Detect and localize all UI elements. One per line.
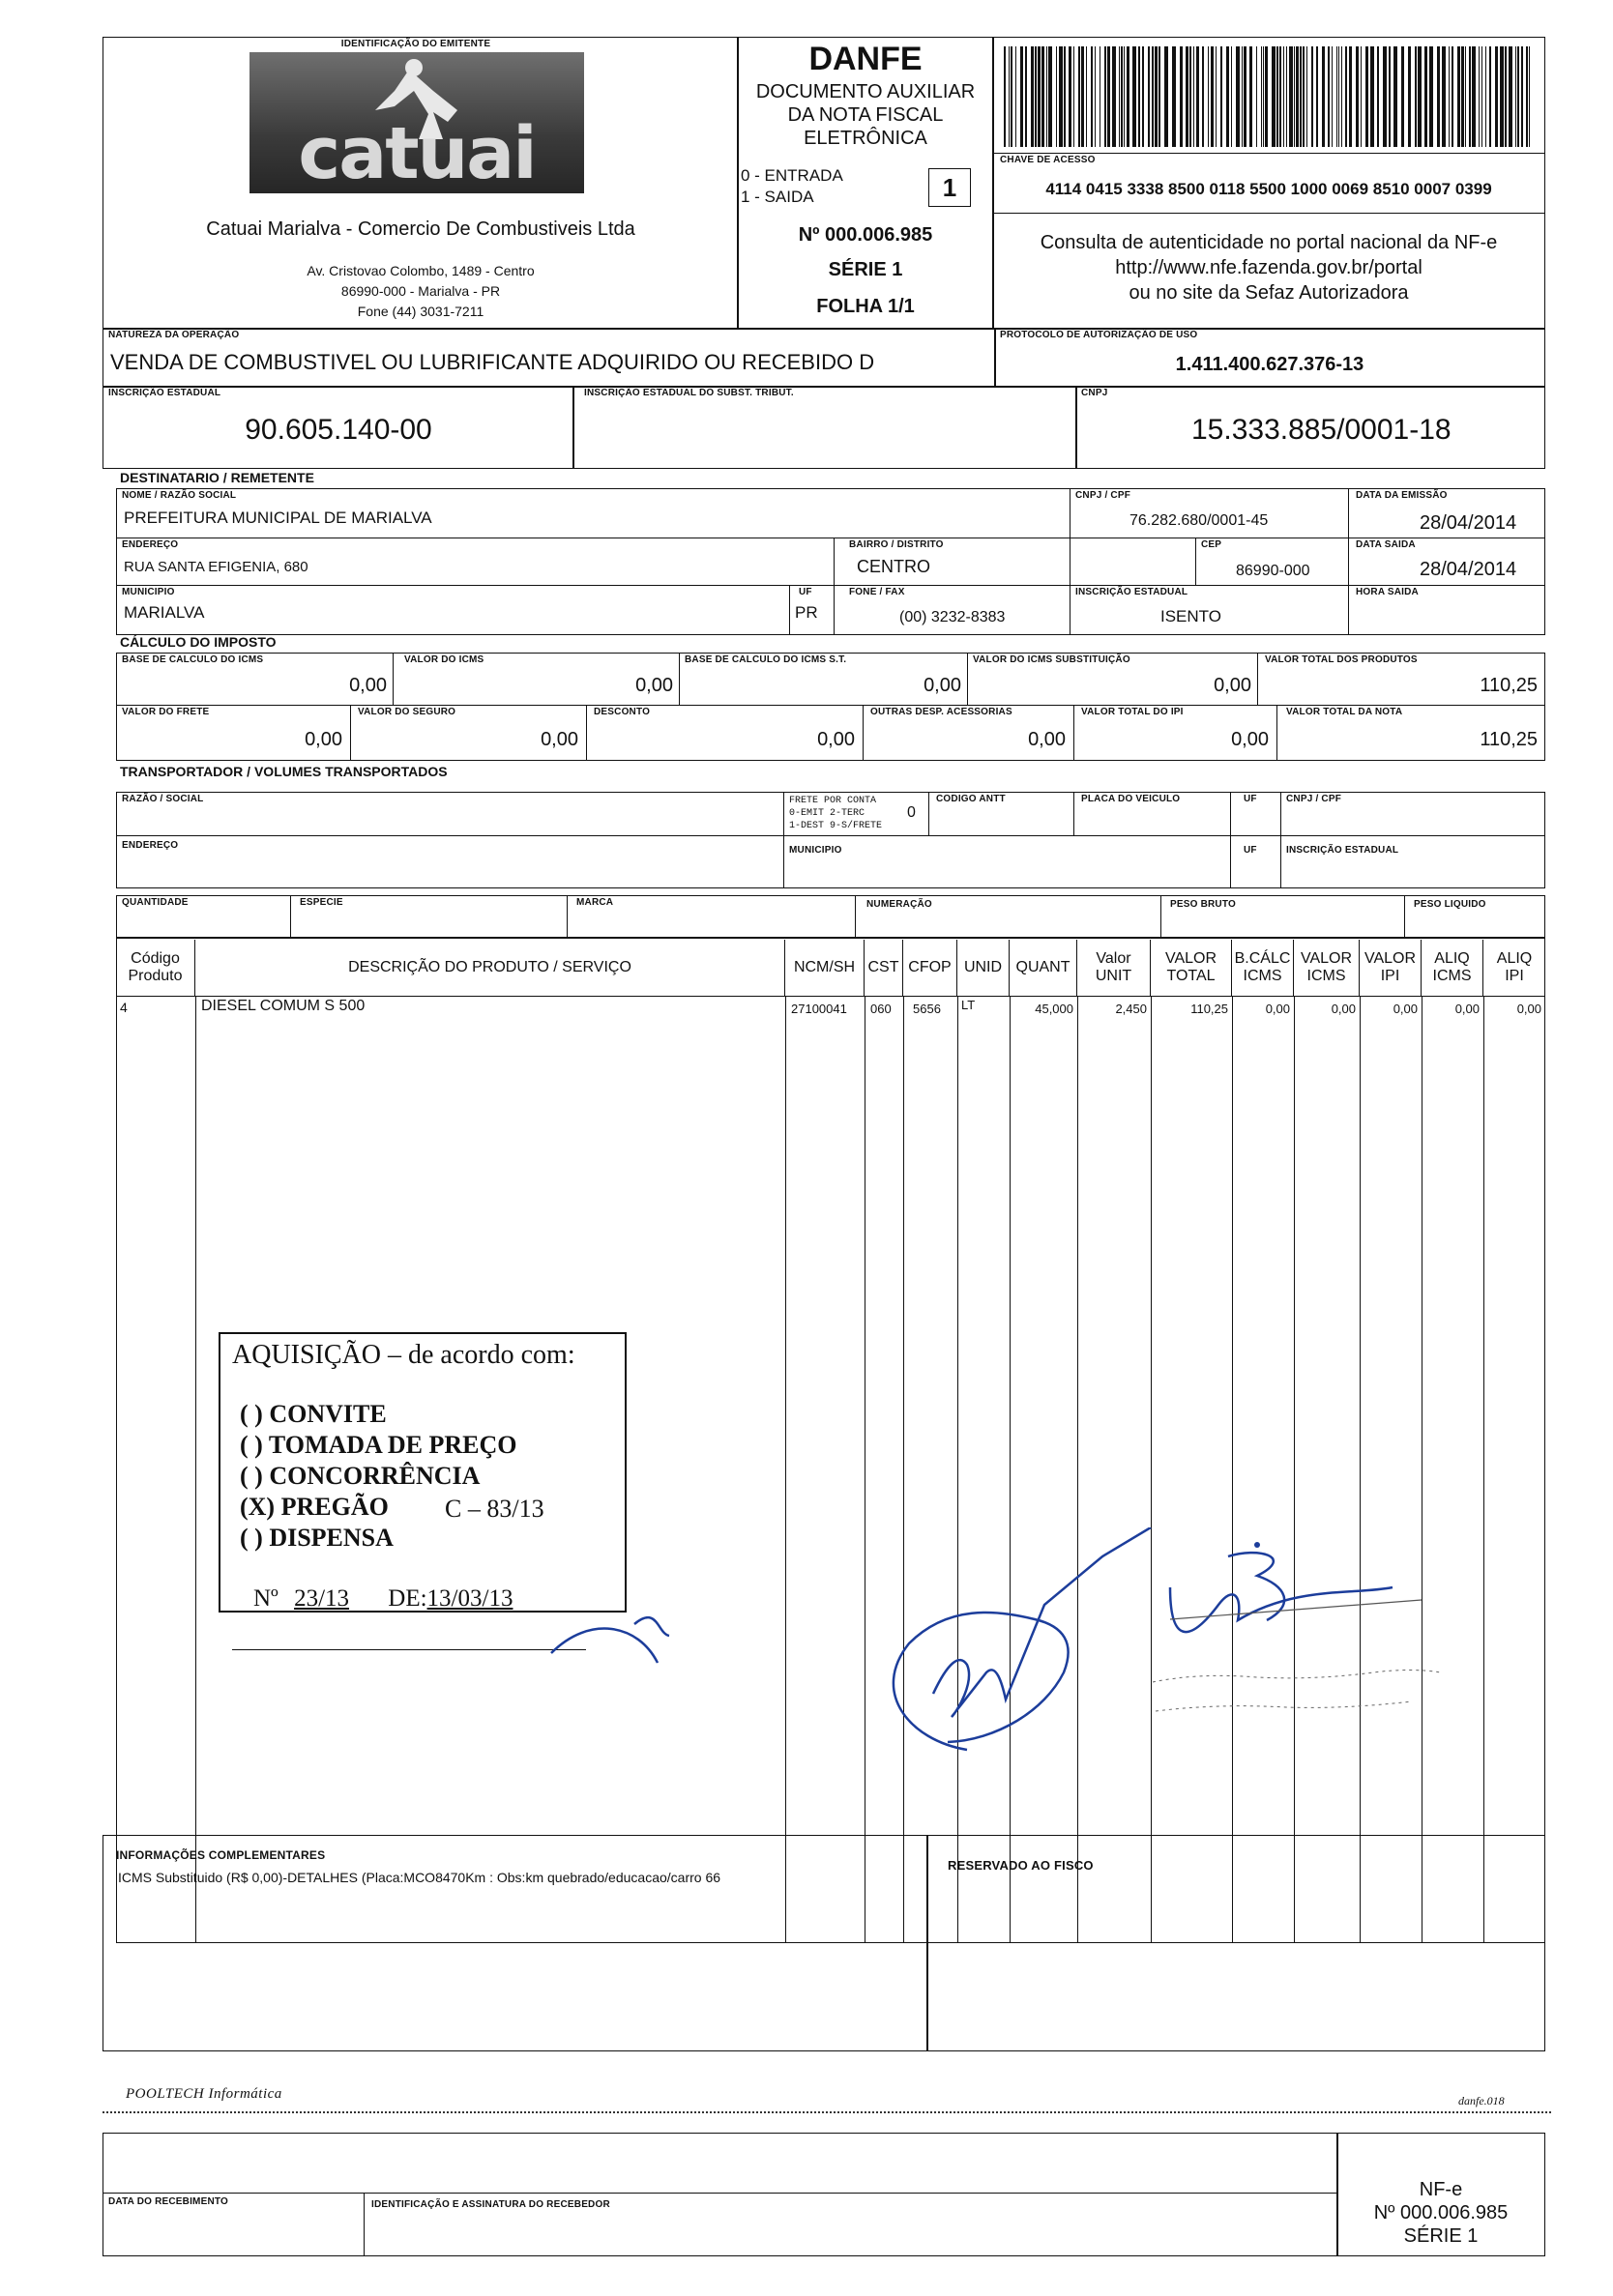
imp-base-icms-label: BASE DE CALCULO DO ICMS [122, 654, 264, 665]
trans-municipio-label: MUNICIPIO [789, 845, 842, 856]
col-aliq-icms: ALIQ ICMS [1422, 940, 1483, 996]
imp-frete-label: VALOR DO FRETE [122, 707, 210, 717]
cnpj-value: 15.333.885/0001-18 [1191, 414, 1452, 446]
imp-total-nota: 110,25 [1480, 729, 1538, 750]
chave-label: CHAVE DE ACESSO [1000, 155, 1096, 165]
imp-outras: 0,00 [1028, 729, 1066, 750]
col-valor-icms: VALOR ICMS [1294, 940, 1360, 996]
row-aliq-ipi: 0,00 [1516, 1002, 1541, 1016]
row-quant: 45,000 [1035, 1002, 1073, 1016]
emitente-header-label: IDENTIFICAÇÃO DO EMITENTE [340, 39, 491, 49]
trans-frete-2: 0-EMIT 2-TERC [789, 808, 865, 819]
footer-nfe: NF-e [1419, 2179, 1463, 2200]
stamp-numero-prefix: Nº [253, 1585, 279, 1612]
protocolo-value: 1.411.400.627.376-13 [1175, 354, 1364, 375]
row-ncm: 27100041 [791, 1002, 847, 1016]
dest-cep-label: CEP [1201, 539, 1222, 550]
col-ncm: NCM/SH [785, 940, 865, 996]
col-descricao: DESCRIÇÃO DO PRODUTO / SERVIÇO [195, 940, 785, 996]
chave-value: 4114 0415 3338 8500 0118 5500 1000 0069 8510 0007 0399 [1045, 180, 1492, 198]
dest-endereco-label: ENDEREÇO [122, 539, 179, 550]
danfe-folha: FOLHA 1/1 [816, 296, 915, 317]
vol-qtd-label: QUANTIDADE [122, 897, 189, 908]
dest-bairro-label: BAIRRO / DISTRITO [849, 539, 944, 550]
imp-base-st-label: BASE DE CALCULO DO ICMS S.T. [685, 654, 847, 665]
transportador-box [116, 792, 1545, 888]
stamp-convite: ( ) CONVITE [240, 1400, 387, 1428]
cnpj-label: CNPJ [1081, 388, 1108, 398]
danfe-tipo-box: 1 [928, 168, 971, 207]
danfe-entrada: 0 - ENTRADA [741, 166, 843, 185]
dest-bairro: CENTRO [857, 557, 930, 576]
imp-outras-label: OUTRAS DESP. ACESSORIAS [870, 707, 1012, 717]
recebimento-box [103, 2133, 1338, 2256]
vol-especie-label: ESPECIE [300, 897, 343, 908]
imp-frete: 0,00 [305, 729, 342, 750]
col-codigo: Código Produto [116, 940, 195, 996]
row-aliq-icms: 0,00 [1454, 1002, 1480, 1016]
imp-total-nota-label: VALOR TOTAL DA NOTA [1286, 707, 1403, 717]
emitente-name: Catuai Marialva - Comercio De Combustiveis Ltda [206, 218, 635, 240]
danfe-subtitle-2: DA NOTA FISCAL [787, 104, 944, 126]
imp-base-icms: 0,00 [349, 675, 387, 696]
consulta-line-1: Consulta de autenticidade no portal nacional da NF-e [1040, 232, 1498, 253]
dest-fone-label: FONE / FAX [849, 587, 905, 597]
dest-hora-label: HORA SAIDA [1356, 587, 1419, 597]
vol-liquido-label: PESO LIQUIDO [1414, 899, 1486, 910]
company-logo [249, 52, 584, 193]
row-cfop: 5656 [913, 1002, 941, 1016]
trans-frete-1: FRETE POR CONTA [789, 796, 877, 806]
col-unid: UNID [957, 940, 1010, 996]
trans-cnpj-label: CNPJ / CPF [1286, 794, 1342, 804]
imp-valor-icms-label: VALOR DO ICMS [404, 654, 484, 665]
dest-emissao-label: DATA DA EMISSÃO [1356, 490, 1448, 501]
ie-value: 90.605.140-00 [245, 414, 432, 446]
imp-desconto: 0,00 [817, 729, 855, 750]
col-cst: CST [865, 940, 903, 996]
stamp-data: 13/03/13 [426, 1585, 513, 1612]
col-aliq-ipi: ALIQ IPI [1496, 950, 1533, 984]
vol-marca-label: MARCA [576, 897, 614, 908]
col-valor-unit: Valor UNIT [1077, 940, 1151, 996]
stamp-title: AQUISIÇÃO – de acordo com: [232, 1340, 575, 1370]
row-codigo: 4 [120, 1000, 128, 1015]
row-bcalc-icms: 0,00 [1265, 1002, 1290, 1016]
imp-ipi: 0,00 [1231, 729, 1269, 750]
dest-municipio-label: MUNICIPIO [122, 587, 175, 597]
stamp-numero: 23/13 [294, 1585, 350, 1612]
col-valor-total: VALOR TOTAL [1151, 940, 1232, 996]
danfe-subtitle-1: DOCUMENTO AUXILIAR [755, 81, 976, 102]
stamp-pregao-code: C – 83/13 [445, 1495, 544, 1523]
dest-cnpj: 76.282.680/0001-45 [1129, 512, 1269, 529]
danfe-numero: Nº 000.006.985 [798, 224, 933, 246]
stamp-de-prefix: DE: [388, 1585, 427, 1612]
row-descricao: DIESEL COMUM S 500 [201, 998, 366, 1014]
imp-base-st: 0,00 [924, 675, 961, 696]
dest-nome-label: NOME / RAZÃO SOCIAL [122, 490, 237, 501]
trans-ie-label: INSCRIÇÃO ESTADUAL [1286, 845, 1399, 856]
trans-endereco-label: ENDEREÇO [122, 840, 179, 851]
trans-razao-label: RAZÃO / SOCIAL [122, 794, 204, 804]
stamp-dispensa: ( ) DISPENSA [240, 1524, 394, 1552]
info-label: INFORMAÇÕES COMPLEMENTARES [116, 1848, 326, 1862]
stamp-tomada: ( ) TOMADA DE PREÇO [240, 1431, 517, 1459]
footer-software: POOLTECH Informática [126, 2086, 282, 2102]
col-quant: QUANT [1010, 940, 1077, 996]
danfe-serie: SÉRIE 1 [828, 259, 903, 280]
imp-valor-icms: 0,00 [635, 675, 673, 696]
dest-municipio: MARIALVA [124, 603, 205, 622]
imp-total-produtos-label: VALOR TOTAL DOS PRODUTOS [1265, 654, 1418, 665]
dest-ie-label: INSCRIÇÃO ESTADUAL [1075, 587, 1188, 597]
assinatura-label: IDENTIFICAÇÃO E ASSINATURA DO RECEBEDOR [371, 2199, 610, 2210]
danfe-saida: 1 - SAIDA [741, 188, 814, 206]
emitente-cep-city: 86990-000 - Marialva - PR [340, 283, 501, 299]
dest-uf: PR [795, 603, 818, 622]
natureza-value: VENDA DE COMBUSTIVEL OU LUBRIFICANTE ADQUIRIDO OU RECEBIDO D [110, 350, 875, 374]
vol-bruto-label: PESO BRUTO [1170, 899, 1236, 910]
dest-fone: (00) 3232-8383 [899, 609, 1006, 625]
dest-nome: PREFEITURA MUNICIPAL DE MARIALVA [124, 509, 432, 527]
imp-valor-st: 0,00 [1214, 675, 1251, 696]
dest-ie: ISENTO [1160, 607, 1221, 625]
natureza-label: NATUREZA DA OPERAÇÃO [108, 330, 240, 340]
trans-antt-label: CODIGO ANTT [936, 794, 1006, 804]
transportador-section-title: TRANSPORTADOR / VOLUMES TRANSPORTADOS [120, 764, 448, 779]
footer-serie: SÉRIE 1 [1403, 2225, 1479, 2247]
row-valor-total: 110,25 [1190, 1002, 1228, 1016]
trans-frete-value: 0 [907, 804, 916, 821]
row-unid: LT [961, 998, 976, 1012]
trans-uf2-label: UF [1244, 845, 1257, 856]
logo-text: catuai [298, 112, 536, 193]
row-valor-ipi: 0,00 [1393, 1002, 1418, 1016]
row-valor-unit: 2,450 [1115, 1002, 1147, 1016]
handwritten-signature [367, 1527, 1586, 1759]
trans-frete-3: 1-DEST 9-S/FRETE [789, 821, 883, 831]
footer-numero: Nº 000.006.985 [1373, 2202, 1509, 2223]
ie-st-label: INSCRIÇÃO ESTADUAL DO SUBST. TRIBUT. [584, 388, 794, 398]
imp-ipi-label: VALOR TOTAL DO IPI [1081, 707, 1184, 717]
consulta-line-3: ou no site da Sefaz Autorizadora [1129, 282, 1409, 304]
danfe-subtitle-3: ELETRÔNICA [804, 128, 927, 149]
dest-cnpj-label: CNPJ / CPF [1075, 490, 1131, 501]
danfe-title: DANFE [808, 41, 923, 77]
col-bcalc-icms: B.CÁLC ICMS [1232, 940, 1294, 996]
imp-seguro-label: VALOR DO SEGURO [358, 707, 456, 717]
col-cfop: CFOP [903, 940, 957, 996]
consulta-line-2: http://www.nfe.fazenda.gov.br/portal [1115, 257, 1422, 278]
footer-code: danfe.018 [1458, 2094, 1505, 2107]
imposto-section-title: CÁLCULO DO IMPOSTO [120, 634, 277, 650]
fisco-label: RESERVADO AO FISCO [948, 1858, 1094, 1873]
dest-emissao: 28/04/2014 [1420, 512, 1517, 534]
info-value: ICMS Substituido (R$ 0,00)-DETALHES (Placa:MCO8470Km : Obs:km quebrado/educacao/carro 66 [118, 1870, 721, 1885]
col-valor-ipi: VALOR IPI [1360, 940, 1422, 996]
recebimento-label: DATA DO RECEBIMENTO [108, 2196, 228, 2207]
vol-numeracao-label: NUMERAÇÃO [866, 899, 932, 910]
imp-total-produtos: 110,25 [1480, 675, 1538, 696]
protocolo-label: PROTOCOLO DE AUTORIZAÇÃO DE USO [1000, 330, 1198, 340]
row-valor-icms: 0,00 [1331, 1002, 1356, 1016]
ie-label: INSCRIÇÃO ESTADUAL [108, 388, 221, 398]
info-box [103, 1835, 928, 2051]
dest-uf-label: UF [799, 587, 812, 597]
dotted-cut-line [103, 2111, 1551, 2113]
dest-saida-label: DATA SAIDA [1356, 539, 1416, 550]
dest-endereco: RUA SANTA EFIGENIA, 680 [124, 559, 308, 575]
imp-valor-st-label: VALOR DO ICMS SUBSTITUIÇÃO [973, 654, 1130, 665]
trans-placa-label: PLACA DO VEICULO [1081, 794, 1181, 804]
imp-desconto-label: DESCONTO [594, 707, 651, 717]
dest-cep: 86990-000 [1236, 563, 1310, 579]
emitente-address: Av. Cristovao Colombo, 1489 - Centro [307, 263, 535, 278]
stamp-concorrencia: ( ) CONCORRÊNCIA [240, 1462, 481, 1490]
row-cst: 060 [870, 1002, 892, 1016]
dest-saida: 28/04/2014 [1420, 559, 1517, 580]
destinatario-section-title: DESTINATARIO / REMETENTE [120, 470, 314, 485]
emitente-phone: Fone (44) 3031-7211 [357, 304, 484, 319]
barcode-icon [1000, 46, 1538, 147]
imp-seguro: 0,00 [541, 729, 578, 750]
stamp-pregao: (X) PREGÃO [240, 1493, 389, 1521]
trans-uf-label: UF [1244, 794, 1257, 804]
